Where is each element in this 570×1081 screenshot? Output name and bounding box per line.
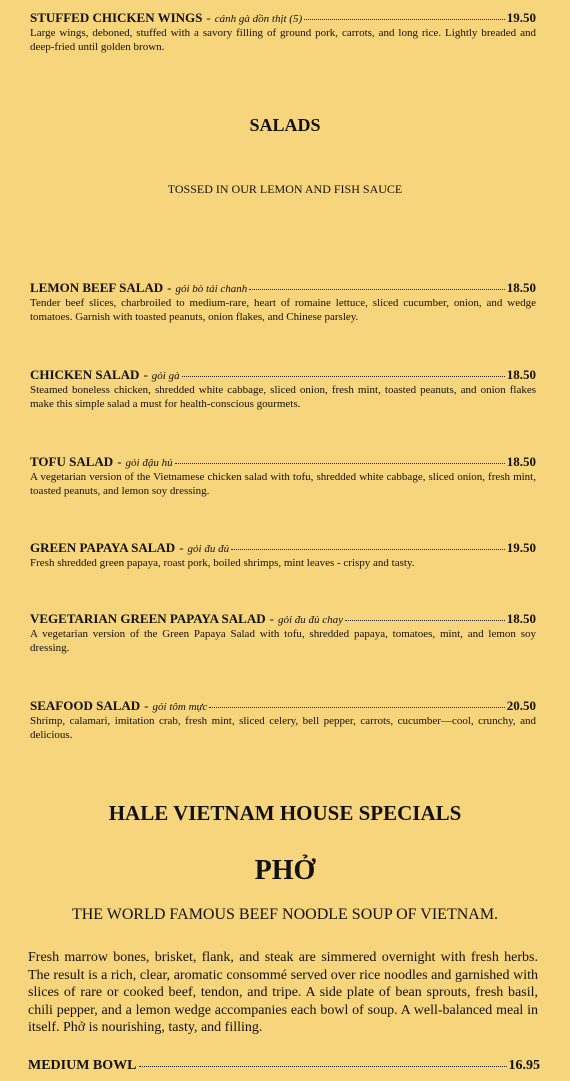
menu-item-price: 18.50 <box>506 611 536 626</box>
menu-item-description: A vegetarian version of the Green Papaya Salad with tofu, shredded papaya, tomatoes, mint, and lemon soy dressing. <box>30 628 536 654</box>
menu-item-medium-bowl <box>28 1058 540 1074</box>
menu-item-price: 18.50 <box>506 280 536 295</box>
separator: - <box>144 698 149 713</box>
menu-item-price: 18.50 <box>506 367 536 382</box>
pho-subtitle: THE WORLD FAMOUS BEEF NOODLE SOUP OF VIETNAM. <box>71 906 499 923</box>
dot-leader <box>304 19 505 20</box>
menu-item-name: TOFU SALAD <box>30 454 114 469</box>
vietnamese-name: gỏi tôm mực <box>152 701 208 713</box>
dot-leader <box>345 620 505 621</box>
separator: - <box>143 367 148 382</box>
menu-item-tofu-salad <box>30 454 536 498</box>
separator: - <box>117 454 122 469</box>
menu-item-name: GREEN PAPAYA SALAD <box>30 540 176 555</box>
menu-item-price: 19.50 <box>506 540 536 555</box>
bowl-price: 16.95 <box>508 1058 540 1073</box>
menu-item-name: CHICKEN SALAD <box>30 367 140 382</box>
section-subtitle-salads: TOSSED IN OUR LEMON AND FISH SAUCE <box>167 182 403 196</box>
menu-item-header <box>30 454 536 471</box>
menu-item-stuffed-chicken-wings <box>30 10 536 54</box>
menu-item-description: Fresh shredded green papaya, roast pork, boiled shrimps, mint leaves - crispy and tasty. <box>30 557 415 569</box>
menu-item-header <box>30 540 536 557</box>
menu-item-name: LEMON BEEF SALAD <box>30 280 164 295</box>
menu-item-name: VEGETARIAN GREEN PAPAYA SALAD <box>30 611 266 626</box>
menu-item-description: A vegetarian version of the Vietnamese chicken salad with tofu, shredded white cabbage, sliced onion, fresh mint, toasted peanuts, and lemon soy dressing. <box>30 471 536 497</box>
separator: - <box>167 280 172 295</box>
dot-leader <box>175 463 505 464</box>
separator: - <box>269 611 274 626</box>
menu-item-header <box>28 1058 540 1074</box>
separator: - <box>206 10 211 25</box>
pho-title: PHỞ <box>254 855 316 886</box>
menu-item-price: 20.50 <box>506 698 536 713</box>
pho-description: Fresh marrow bones, brisket, flank, and steak are simmered overnight with fresh herbs. The result is a rich, clear, aromatic consommé served over rice noodles and garnished with slices of rare or cooked beef, tendon, and tripe. A side plate of bean sprouts, fresh basil, chili pepper, and a lemon wedge accompanies each bowl of soup. A well-balanced meal in itself. Phở is nourishing, tasty, and filling. <box>28 950 538 1035</box>
menu-item-green-papaya-salad <box>30 540 536 571</box>
dot-leader <box>209 707 504 708</box>
vietnamese-name: gỏi đu đủ chay <box>277 614 344 626</box>
menu-item-description: Tender beef slices, charbroiled to medium-rare, heart of romaine lettuce, sliced cucumber, onion, and wedge tomatoes. Garnish with toasted peanuts, onion flakes, and Chinese parsley. <box>30 297 536 323</box>
dot-leader <box>231 549 505 550</box>
vietnamese-name: gỏi đậu hủ <box>125 457 173 469</box>
menu-item-header <box>30 367 536 384</box>
menu-item-header <box>30 280 536 297</box>
vietnamese-name: cánh gà dồn thịt (5) <box>214 13 303 25</box>
menu-item-header <box>30 698 536 715</box>
vietnamese-name: gỏi gà <box>151 370 180 382</box>
menu-item-chicken-salad <box>30 367 536 411</box>
menu-item-vegetarian-green-papaya-salad <box>30 611 536 655</box>
dot-leader <box>249 289 504 290</box>
menu-item-lemon-beef-salad <box>30 280 536 324</box>
menu-item-name: STUFFED CHICKEN WINGS <box>30 10 203 25</box>
menu-item-header <box>30 10 536 27</box>
separator: - <box>179 540 184 555</box>
menu-item-description: Steamed boneless chicken, shredded white cabbage, sliced onion, fresh mint, toasted peanuts, and onion flakes make this simple salad a must for health-conscious gourmets. <box>30 384 536 410</box>
section-title-specials: HALE VIETNAM HOUSE SPECIALS <box>108 801 462 825</box>
vietnamese-name: gỏi đu đủ <box>187 543 230 555</box>
section-title-salads: SALADS <box>249 115 321 135</box>
dot-leader <box>139 1066 507 1067</box>
menu-item-description: Shrimp, calamari, imitation crab, fresh mint, sliced celery, bell pepper, carrots, cucumber—cool, crunchy, and delicious. <box>30 715 536 741</box>
menu-item-description: Large wings, deboned, stuffed with a savory filling of ground pork, carrots, and long rice. Lightly breaded and deep-fried until golden brown. <box>30 27 536 53</box>
dot-leader <box>182 376 505 377</box>
menu-item-header <box>30 611 536 628</box>
menu-item-price: 19.50 <box>506 10 536 25</box>
menu-item-price: 18.50 <box>506 454 536 469</box>
menu-item-seafood-salad <box>30 698 536 742</box>
menu-item-name: SEAFOOD SALAD <box>30 698 141 713</box>
bowl-size-name: MEDIUM BOWL <box>28 1058 137 1073</box>
vietnamese-name: gỏi bò tái chanh <box>175 283 248 295</box>
